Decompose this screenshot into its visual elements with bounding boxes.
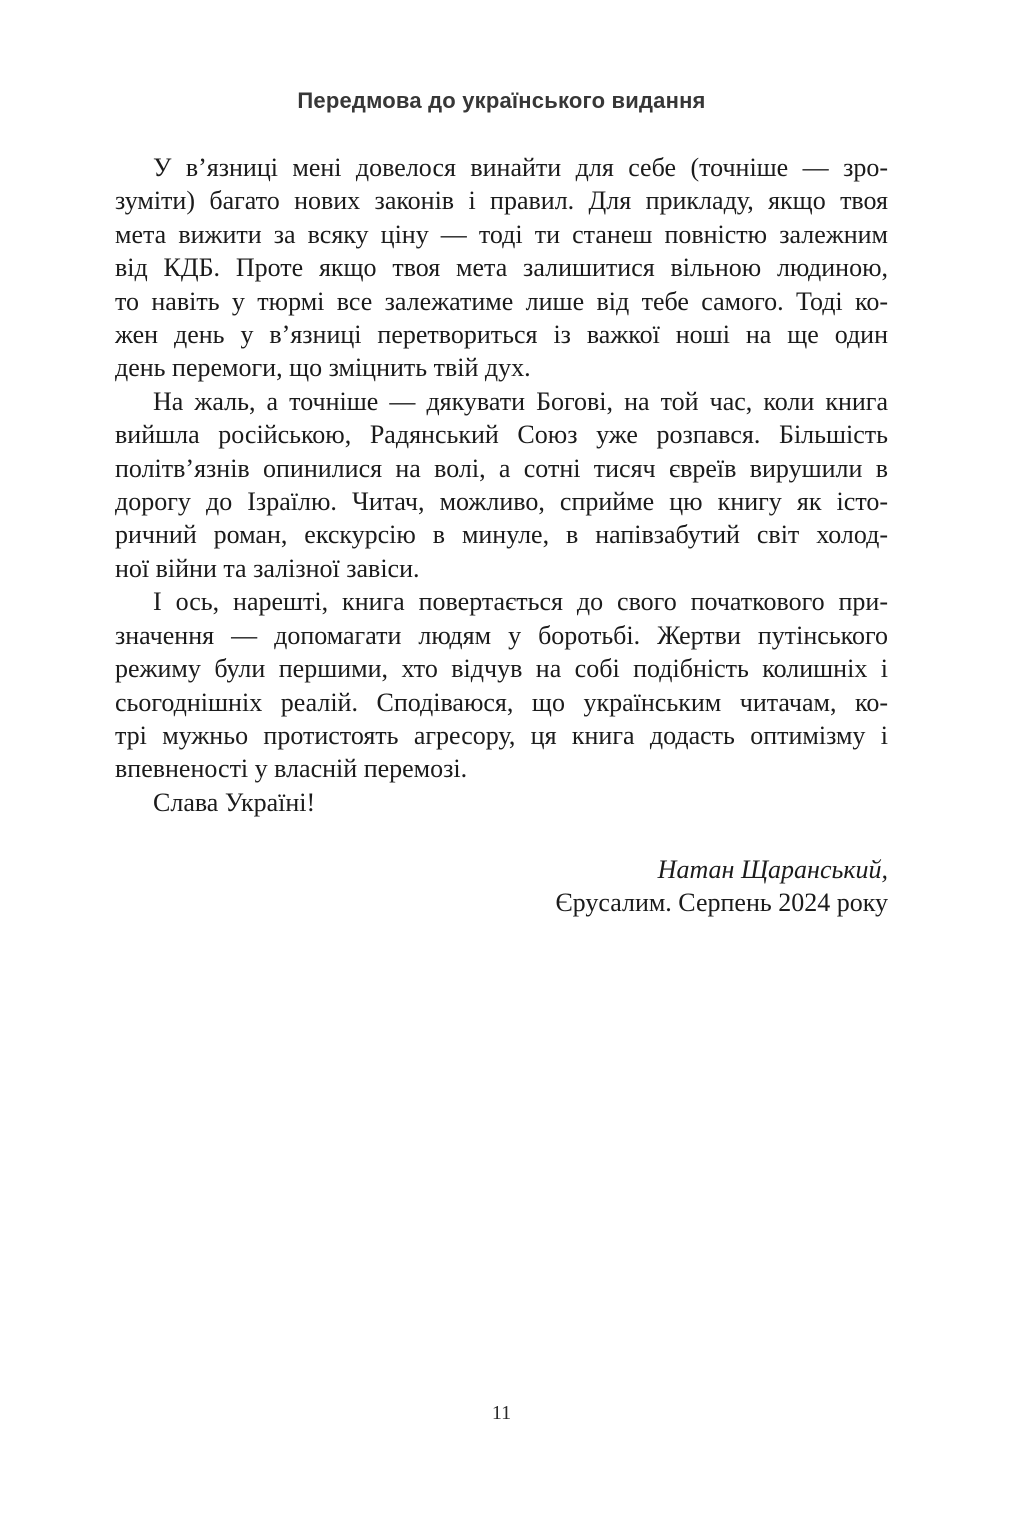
page-number: 11 (491, 1402, 512, 1424)
text-line: політв’язнів опинилися на волі, а сотні тисяч євреїв вирушили в (115, 453, 888, 483)
closing-line: Слава Україні! (153, 787, 316, 817)
signature-block (115, 853, 888, 920)
text-line: сьогоднішніх реалій. Сподіваюся, що українським читачам, ко- (115, 687, 888, 717)
signature-place-date: Єрусалим. Серпень 2024 року (555, 887, 888, 917)
text-line: режиму були першими, хто відчув на собі подібність колишніх і (115, 654, 888, 684)
author-name: Натан Щаранський, (657, 854, 888, 884)
text-line: жен день у в’язниці перетвориться із важкої ноші на ще один (115, 320, 888, 350)
text-line: У в’язниці мені довелося винайти для себе (точніше — зро- (153, 153, 888, 182)
text-line: від КДБ. Проте якщо твоя мета залишитися вільною людиною, (115, 253, 888, 283)
text-line: ричний роман, екскурсію в минуле, в напівзабутий світ холод- (115, 520, 888, 550)
text-line: впевненості у власній перемозі. (115, 754, 468, 784)
text-line: мета вижити за всяку ціну — тоді ти станеш повністю залежним (115, 219, 888, 249)
body-text (115, 151, 888, 919)
text-line: значення — допомагати людям у боротьбі. Жертви путінського (115, 620, 888, 650)
text-line: то навіть у тюрмі все залежатиме лише від тебе самого. Тоді ко- (115, 286, 888, 316)
chapter-title: Передмова до українського видання (297, 88, 706, 113)
text-line: вийшла російською, Радянський Союз уже розпався. Більшість (115, 420, 888, 450)
text-line: зуміти) багато нових законів і правил. Для прикладу, якщо твоя (115, 186, 888, 216)
text-line: трі мужньо протистоять агресору, ця книга додасть оптимізму і (115, 720, 888, 750)
paragraph-3 (115, 585, 888, 785)
text-line: день перемоги, що зміцнить твій дух. (115, 353, 531, 383)
text-line: На жаль, а точніше — дякувати Богові, на той час, коли книга (153, 386, 888, 416)
text-line: дорогу до Ізраїлю. Читач, можливо, сприйме цю книгу як істо- (115, 487, 888, 517)
text-line: І ось, нарешті, книга повертається до свого початкового при- (153, 587, 888, 617)
paragraph-closing (115, 786, 888, 819)
text-line: ної війни та залізної завіси. (115, 553, 420, 583)
paragraph-1 (115, 151, 888, 385)
paragraph-2 (115, 385, 888, 585)
